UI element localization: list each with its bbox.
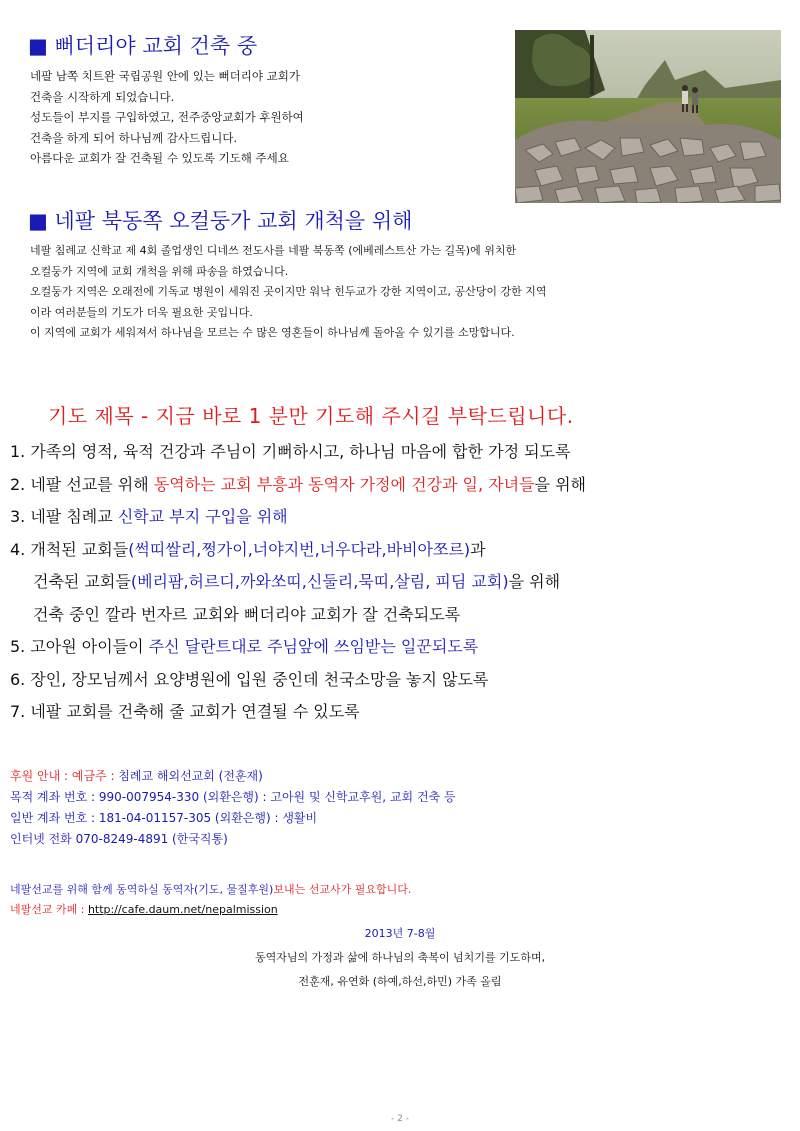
support-info bbox=[10, 766, 456, 850]
prayer-item-2-tail: 을 위해 bbox=[534, 474, 587, 494]
support-line-3 bbox=[10, 808, 456, 829]
prayer-item-6: 6. 장인, 장모님께서 요양병원에 입원 중인데 천국소망을 놓지 않도록 bbox=[10, 669, 489, 689]
section2-line: 이라 여러분들의 기도가 더욱 필요한 곳입니다. bbox=[30, 305, 253, 319]
purpose-account-value: 990-007954-330 (외환은행) : 고아원 및 신학교후원, 교회 건축 등 bbox=[98, 790, 456, 804]
prayer-item-5-highlight: 주신 달란트대로 주님앞에 쓰임받는 일꾼되도록 bbox=[148, 637, 479, 656]
prayer-item-4-line3: 건축 중인 깔라 번자르 교회와 뻐더리야 교회가 잘 건축되도록 bbox=[33, 604, 461, 624]
footer-date: 2013년 7-8월 bbox=[364, 927, 436, 940]
section2-line: 오컬둥가 지역에 교회 개척을 위해 파송을 하였습니다. bbox=[30, 264, 289, 278]
prayer-item-7: 7. 네팔 교회를 건축해 줄 교회가 연결될 수 있도록 bbox=[10, 702, 360, 721]
section1-body bbox=[30, 66, 304, 169]
prayer-item-4-built-churches: (베리팜,허르디,까와쏘띠,신둘리,묵띠,살림, 피딤 교회) bbox=[130, 572, 509, 591]
cafe-link[interactable]: http://cafe.daum.net/nepalmission bbox=[87, 903, 278, 916]
footer-appeal bbox=[10, 880, 411, 920]
section1-line: 건축을 하게 되어 하나님께 감사드립니다. bbox=[30, 130, 238, 145]
prayer-item-4-text: 4. 개척된 교회들 bbox=[10, 539, 129, 559]
footer-line-2 bbox=[10, 900, 411, 920]
prayer-item-2-text: 2. 네팔 선교를 위해 bbox=[10, 474, 154, 494]
cafe-label: 네팔선교 카페 : bbox=[10, 903, 88, 916]
section1-line: 건축을 시작하게 되었습니다. bbox=[30, 89, 175, 104]
footer-appeal-text: 네팔선교를 위해 함께 동역하실 동역자(기도, 물질후원) bbox=[10, 883, 274, 896]
prayer-item-4-built-tail: 을 위해 bbox=[508, 572, 561, 591]
section1-heading: ■ 뻐더리야 교회 건축 중 bbox=[28, 34, 258, 58]
construction-site-image bbox=[515, 30, 781, 203]
page-number: - 2 - bbox=[391, 1114, 409, 1124]
account-holder: 침례교 해외선교회 (전훈재) bbox=[114, 769, 263, 783]
prayer-list bbox=[10, 436, 790, 729]
section2-body bbox=[30, 241, 547, 344]
section2-line: 네팔 침례교 신학교 제 4회 졸업생인 디네쓰 전도사를 네팔 북동쪽 (에베레스트산 가는 길목)에 위치한 bbox=[30, 244, 517, 257]
footer-appeal-highlight: 보내는 선교사가 필요합니다. bbox=[273, 883, 412, 896]
prayer-item-2-highlight: 동역하는 교회 부흥과 동역자 가정에 건강과 일, 자녀들 bbox=[153, 474, 535, 494]
footer-blessing: 동역자님의 가정과 삶에 하나님의 축복이 넘치기를 기도하며, bbox=[254, 951, 546, 964]
section2-line: 이 지역에 교회가 세워져서 하나님을 모르는 수 많은 영혼들이 하나님께 돌아올 수 있기를 소망합니다. bbox=[30, 326, 515, 339]
support-line-2 bbox=[10, 787, 456, 808]
prayer-item-4-tail: 과 bbox=[470, 539, 486, 559]
prayer-item-4-built-label: 건축된 교회들 bbox=[33, 572, 131, 591]
footer-line-1 bbox=[10, 880, 411, 900]
prayer-item-4-churches: (썩띠쌀리,쩡가이,너야지번,너우다라,바비아쪼르) bbox=[128, 539, 471, 559]
footer-signature: 전훈재, 유연화 (하예,하선,하민) 가족 올림 bbox=[298, 975, 502, 988]
section1-line: 네팔 남쪽 치트완 국립공원 안에 있는 뻐더리야 교회가 bbox=[30, 69, 300, 83]
internet-phone: 인터넷 전화 070-8249-4891 (한국직통) bbox=[10, 832, 228, 846]
general-account-value: 181-04-01157-305 (외환은행) : 생활비 bbox=[98, 811, 318, 825]
support-line-1 bbox=[10, 766, 456, 787]
general-account-label: 일반 계좌 번호 : bbox=[10, 811, 99, 825]
section2-heading: ■ 네팔 북동쪽 오컬둥가 교회 개척을 위해 bbox=[28, 209, 413, 233]
prayer-item-5 bbox=[10, 631, 790, 664]
construction-photo bbox=[515, 30, 781, 203]
section1-line: 아름다운 교회가 잘 건축될 수 있도록 기도해 주세요 bbox=[30, 151, 289, 165]
prayer-item-2 bbox=[10, 469, 790, 502]
prayer-item-5-text: 5. 고아원 아이들이 bbox=[10, 637, 149, 656]
purpose-account-label: 목적 계좌 번호 : bbox=[10, 790, 99, 804]
prayer-item-1: 1. 가족의 영적, 육적 건강과 주님이 기뻐하시고, 하나님 마음에 합한 가정 되도록 bbox=[10, 442, 571, 461]
section2-line: 오컬둥가 지역은 오래전에 기독교 병원이 세워진 곳이지만 워낙 힌두교가 강한 지역이고, 공산당이 강한 지역 bbox=[30, 285, 547, 298]
prayer-item-4-line2 bbox=[10, 566, 790, 599]
prayer-item-3-text: 3. 네팔 침례교 bbox=[10, 507, 118, 526]
prayer-item-3-highlight: 신학교 부지 구입을 위해 bbox=[117, 507, 288, 526]
section1-line: 성도들이 부지를 구입하였고, 전주중앙교회가 후원하여 bbox=[30, 110, 304, 124]
prayer-title: 기도 제목 - 지금 바로 1 분만 기도해 주시길 부탁드립니다. bbox=[48, 404, 574, 428]
prayer-item-3 bbox=[10, 501, 790, 534]
prayer-item-4 bbox=[10, 534, 790, 567]
support-label: 후원 안내 : 예금주 : bbox=[10, 769, 115, 783]
